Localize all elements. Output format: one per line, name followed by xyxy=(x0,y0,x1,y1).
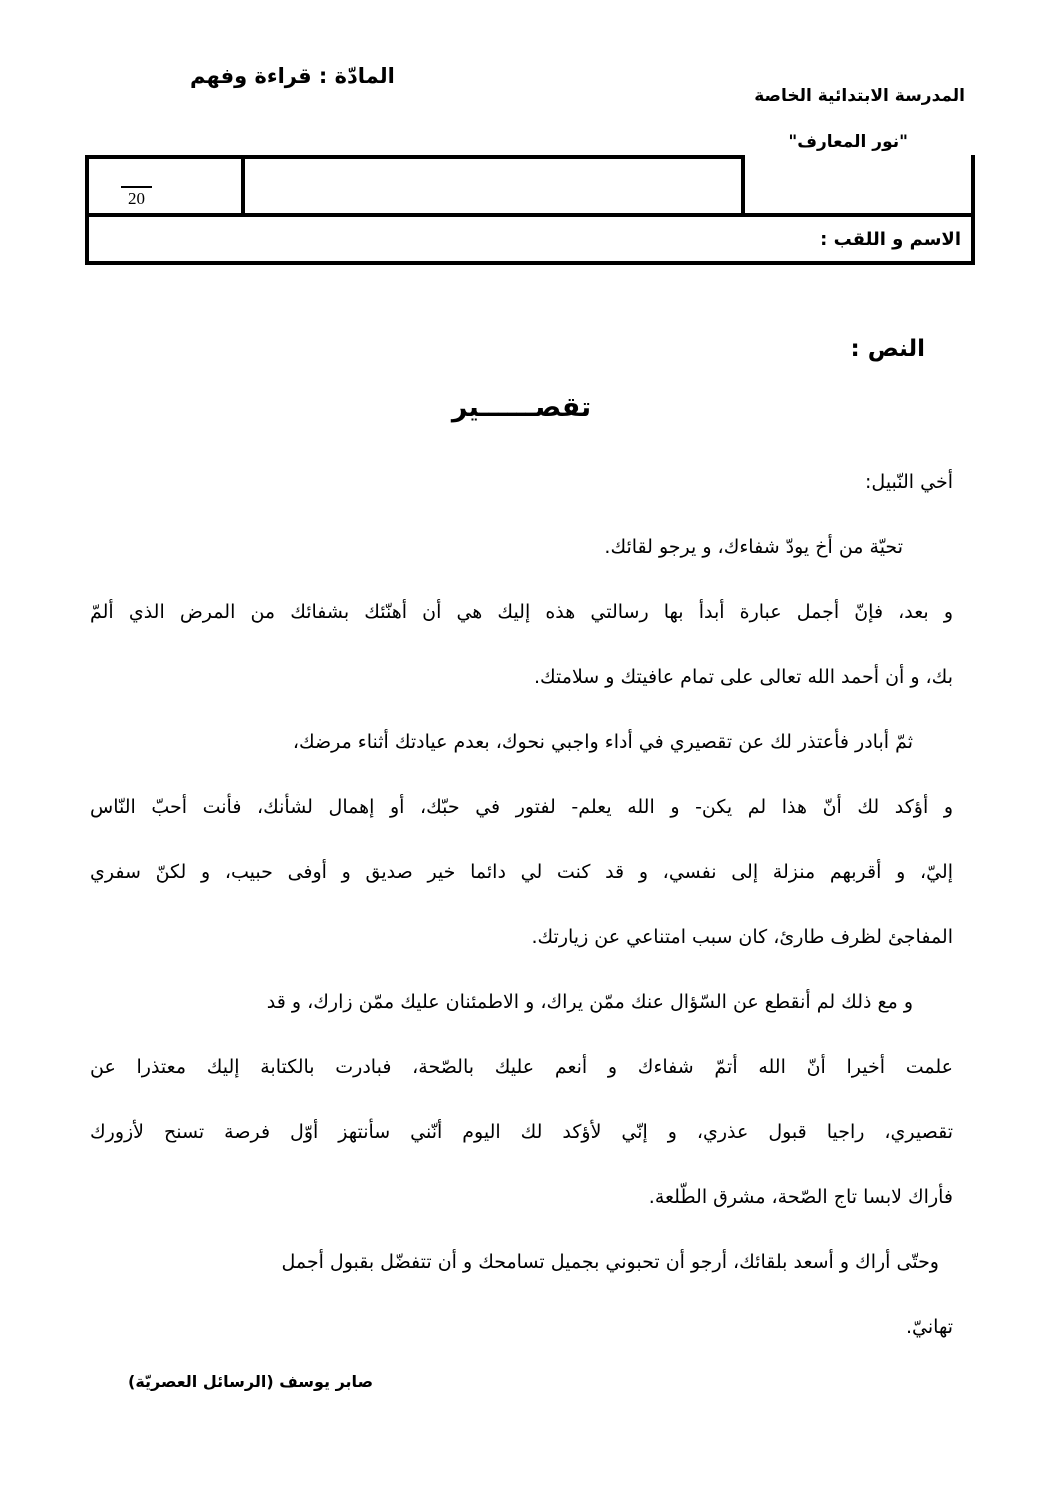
letter-line: و أؤكد لك أنّ هذا لم يكن- و الله يعلم- لفتور في حبّك، أو إهمال لشأنك، فأنت أحبّ النّاس xyxy=(90,796,953,818)
letter-line: فأراك لابسا تاج الصّحة، مشرق الطّلعة. xyxy=(648,1186,953,1208)
letter-line: تحيّة من أخ يودّ شفاءك، و يرجو لقائك. xyxy=(604,536,903,558)
letter-line: وحتّى أراك و أسعد بلقائك، أرجو أن تحبوني بجميل تسامحك و أن تتفضّل بقبول أجمل xyxy=(281,1251,939,1273)
letter-line: بك، و أن أحمد الله تعالى على تمام عافيتك و سلامتك. xyxy=(533,666,953,688)
author-signature: صابر يوسف (الرسائل العصريّة) xyxy=(128,1372,374,1391)
letter-line: علمت أخيرا أنّ الله أتمّ شفاءك و أنعم عليك بالصّحة، فبادرت بالكتابة إليك معتذرا عن xyxy=(90,1056,953,1078)
name-label: الاسم و اللقب : xyxy=(820,228,961,250)
text-section-label: النص : xyxy=(850,336,925,362)
score-comment-cell xyxy=(245,155,745,213)
school-name: المدرسة الابتدائية الخاصة xyxy=(754,86,965,106)
text-title: تقصــــــير xyxy=(451,392,592,423)
name-row xyxy=(85,213,975,265)
letter-line: المفاجئ لظرف طارئ، كان سبب امتناعي عن زيارتك. xyxy=(531,926,953,948)
letter-line: و بعد، فإنّ أجمل عبارة أبدأ بها رسالتي هذه إليك هي أن أهنّئك بشفائك من المرض الذي ألمّ xyxy=(90,601,953,623)
score-table xyxy=(85,155,975,265)
letter-line: تقصيري، راجيا قبول عذري، و إنّي لأؤكد لك اليوم أنّني سأنتهز أوّل فرصة تسنح لأزورك xyxy=(90,1121,953,1143)
subject-label: المادّة : قراءة وفهم xyxy=(190,64,395,88)
letter-line: إليّ، و أقربهم منزلة إلى نفسي، و قد كنت لي دائما خير صديق و أوفى حبيب، و لكنّ سفري xyxy=(90,861,953,883)
school-brand-name: "نور المعارف" xyxy=(788,132,908,152)
letter-line-salutation: أخي النّبيل: xyxy=(865,471,953,493)
score-row-gap xyxy=(745,155,975,213)
score-denominator: 20 xyxy=(121,186,152,207)
score-cell xyxy=(85,155,245,213)
letter-line: ثمّ أبادر فأعتذر لك عن تقصيري في أداء واجبي نحوك، بعدم عيادتك أثناء مرضك، xyxy=(292,731,913,753)
score-row xyxy=(85,155,975,213)
letter-line-closing: تهانيّ. xyxy=(906,1316,953,1338)
letter-body xyxy=(90,450,953,1360)
letter-line: و مع ذلك لم أنقطع عن السّؤال عنك ممّن يراك، و الاطمئنان عليك ممّن زارك، و قد xyxy=(266,991,913,1013)
